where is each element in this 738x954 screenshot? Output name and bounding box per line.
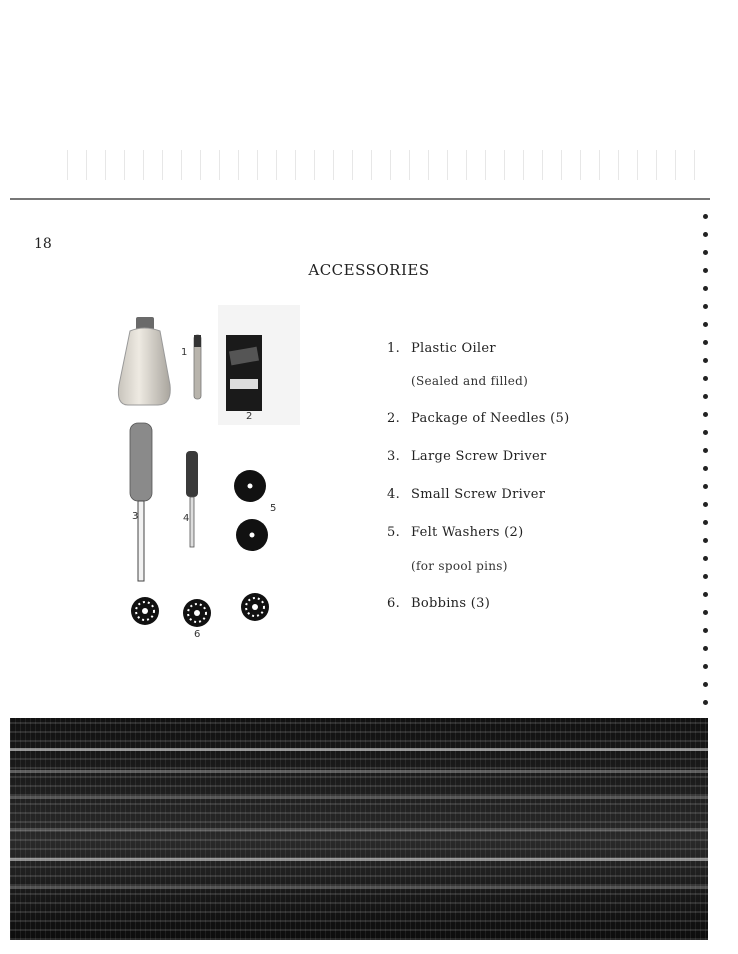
scan-edge-line <box>10 198 710 200</box>
list-item-note: (for spool pins) <box>411 559 508 573</box>
list-item: 6. Bobbins (3) <box>387 596 491 611</box>
small-screw-driver-image <box>186 451 198 547</box>
page-title: ACCESSORIES <box>308 261 430 279</box>
list-item-note: (Sealed and filled) <box>411 374 529 388</box>
scan-speckle <box>60 150 700 180</box>
accessories-photo <box>110 305 300 640</box>
list-item: 5. Felt Washers (2) <box>387 525 524 540</box>
list-item: 3. Large Screw Driver <box>387 449 547 464</box>
list-item: 1. Plastic Oiler <box>387 341 496 356</box>
needle-package-image <box>226 335 262 411</box>
oiler-bottle-image <box>118 317 170 405</box>
accessories-illustration <box>110 305 300 640</box>
figure-label-1: 1 <box>181 347 188 358</box>
figure-label-4: 4 <box>183 513 190 524</box>
figure-label-5: 5 <box>270 503 277 514</box>
needle-tube-image <box>194 335 201 399</box>
list-item: 4. Small Screw Driver <box>387 487 546 502</box>
figure-label-3: 3 <box>132 511 139 522</box>
scan-dark-region <box>10 718 708 940</box>
figure-label-2: 2 <box>246 411 253 422</box>
felt-washers-image <box>234 470 268 551</box>
bobbins-image <box>131 593 269 627</box>
large-screw-driver-image <box>130 423 152 581</box>
figure-label-6: 6 <box>194 629 201 640</box>
page-number: 18 <box>34 236 52 252</box>
list-item: 2. Package of Needles (5) <box>387 411 570 426</box>
binding-marks <box>700 210 714 710</box>
